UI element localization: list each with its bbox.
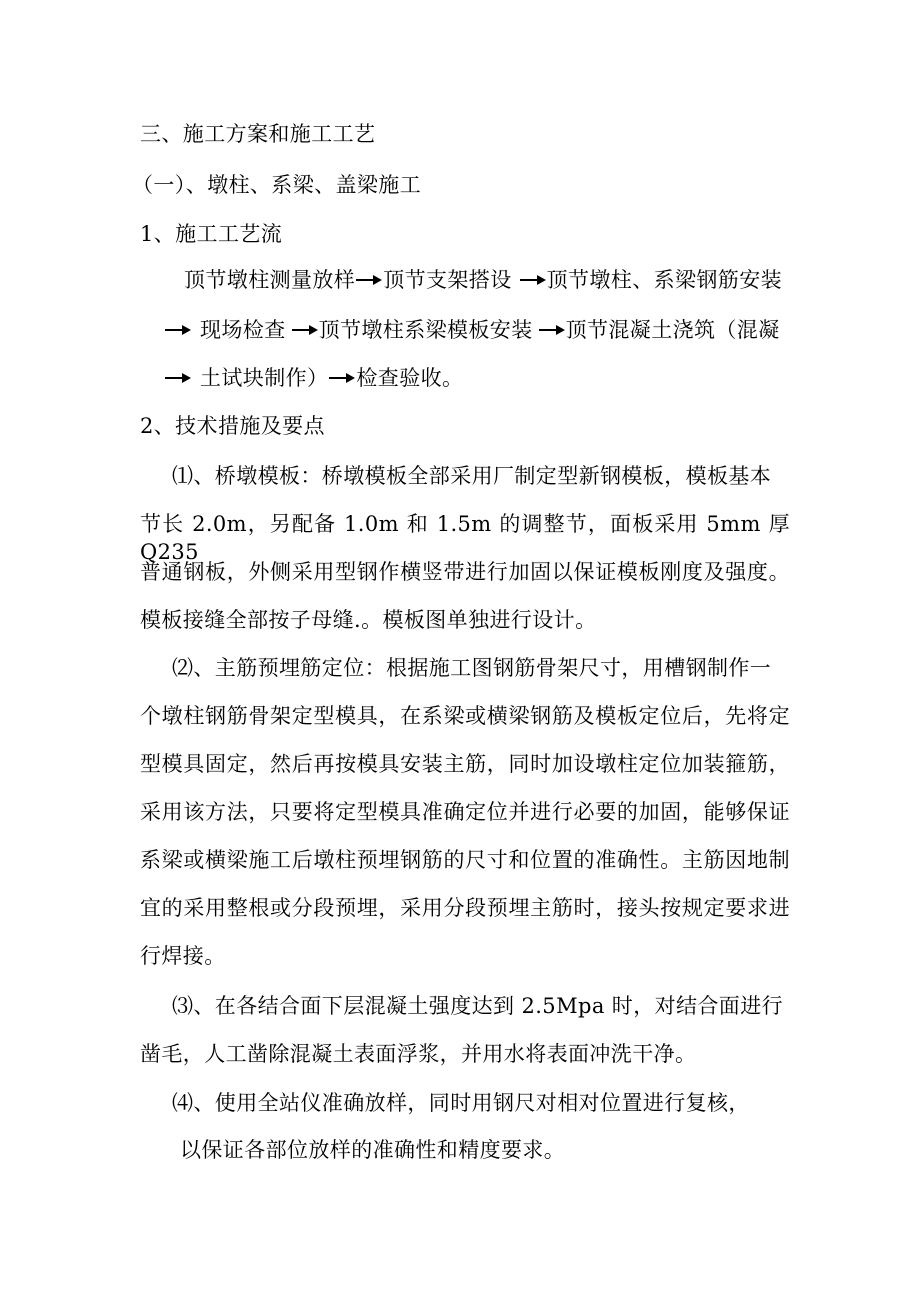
arrow-right-icon [165, 371, 191, 385]
subsection-heading: （一）、墩柱、系梁、盖梁施工 [132, 173, 422, 197]
arrow-right-icon [520, 273, 546, 287]
paragraph-line: ⑴、桥墩模板：桥墩模板全部采用厂制定型新钢模板，模板基本 [172, 464, 772, 488]
flow-step: 现场检查 [200, 318, 286, 342]
paragraph-line: ⑷、使用全站仪准确放样，同时用钢尺对相对位置进行复核， [172, 1091, 750, 1115]
arrow-right-icon [165, 323, 191, 337]
process-flow-line-3 [164, 364, 463, 392]
paragraph-line: 系梁或横梁施工后墩柱预埋钢筋的尺寸和位置的准确性。主筋因地制 [140, 848, 790, 872]
arrow-right-icon [329, 371, 355, 385]
arrow-right-icon [292, 323, 318, 337]
process-flow-title: 1、施工工艺流 [140, 222, 283, 246]
paragraph-line: 个墩柱钢筋骨架定型模具，在系梁或横梁钢筋及模板定位后，先将定 [140, 704, 790, 728]
paragraph-line: 宜的采用整根或分段预埋，采用分段预埋主筋时，接头按规定要求进 [140, 896, 790, 920]
paragraph-line: 行焊接。 [140, 944, 226, 968]
technical-measures-title: 2、技术措施及要点 [140, 414, 325, 438]
paragraph-line: 节长 2.0m，另配备 1.0m 和 1.5m 的调整节，面板采用 5mm 厚 Q235 [140, 512, 790, 564]
arrow-right-icon [539, 323, 565, 337]
flow-step: 顶节墩柱测量放样 [184, 268, 356, 292]
flow-step: 检查验收。 [356, 366, 464, 390]
flow-step: 顶节墩柱系梁模板安装 [318, 318, 533, 342]
paragraph-line: ⑶、在各结合面下层混凝土强度达到 2.5Mpa 时，对结合面进行 [172, 994, 784, 1018]
paragraph-line: 以保证各部位放样的准确性和精度要求。 [180, 1138, 566, 1162]
flow-step: 土试块制作） [200, 366, 329, 390]
flow-step: 顶节混凝土浇筑（混凝 [565, 318, 780, 342]
paragraph-line: 普通钢板，外侧采用型钢作横竖带进行加固以保证模板刚度及强度。 [140, 560, 790, 584]
paragraph-line: 采用该方法，只要将定型模具准确定位并进行必要的加固，能够保证 [140, 800, 790, 824]
paragraph-line: 凿毛，人工凿除混凝土表面浮浆，并用水将表面冲洗干净。 [140, 1042, 697, 1066]
paragraph-line: ⑵、主筋预埋筋定位：根据施工图钢筋骨架尺寸，用槽钢制作一 [172, 656, 772, 680]
arrow-right-icon [356, 273, 382, 287]
flow-step: 顶节墩柱、系梁钢筋安装 [546, 268, 783, 292]
process-flow-line-1 [184, 266, 782, 294]
paragraph-line: 型模具固定，然后再按模具安装主筋，同时加设墩柱定位加装箍筋， [140, 752, 790, 776]
flow-step: 顶节支架搭设 [383, 268, 512, 292]
section-heading: 三、施工方案和施工工艺 [140, 122, 376, 146]
process-flow-line-2 [164, 316, 780, 344]
paragraph-line: 模板接缝全部按子母缝.。模板图单独进行设计。 [140, 608, 597, 632]
